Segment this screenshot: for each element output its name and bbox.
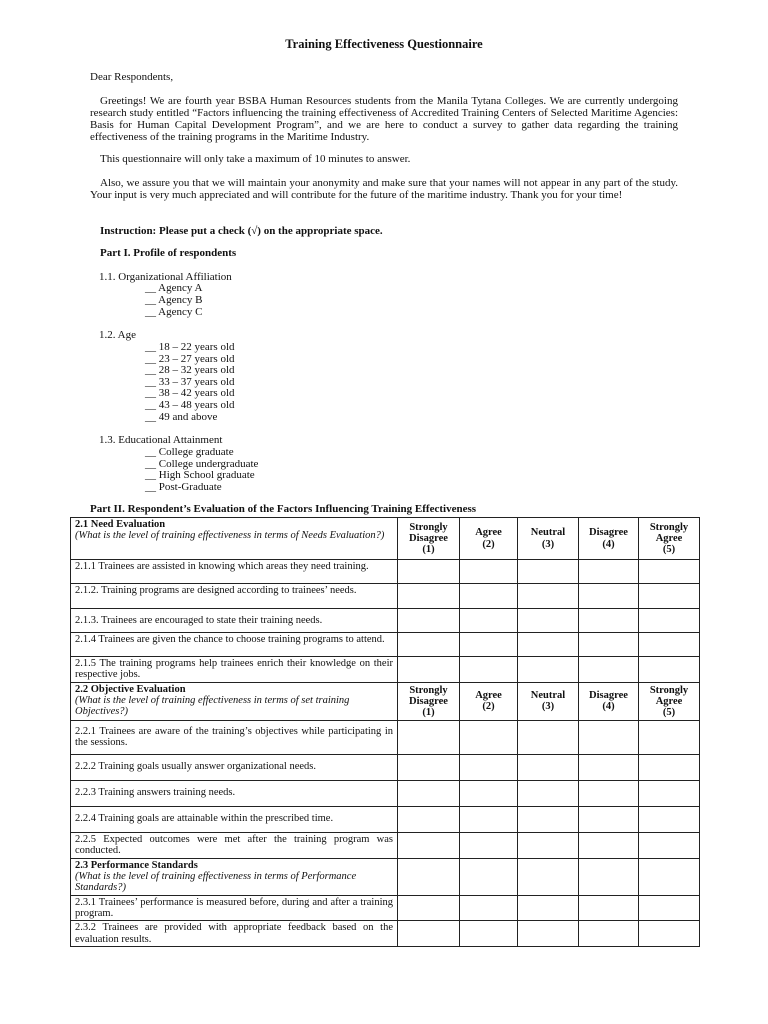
rating-cell[interactable] (518, 895, 579, 921)
section-title: 2.3 Performance Standards (75, 859, 198, 871)
education-option[interactable]: __ College graduate (145, 446, 234, 458)
table-row (71, 560, 700, 584)
rating-cell[interactable] (460, 754, 518, 780)
age-option[interactable]: __ 43 – 48 years old (145, 399, 235, 411)
rating-cell[interactable] (639, 560, 700, 584)
table-row (71, 754, 700, 780)
rating-cell[interactable] (579, 895, 639, 921)
age-option[interactable]: __ 18 – 22 years old (145, 341, 235, 353)
age-option[interactable]: __ 23 – 27 years old (145, 353, 235, 365)
section-title-cell (71, 518, 398, 560)
anonymity-paragraph: Also, we assure you that we will maintain your anonymity and make sure that your names will not appear in any part of the study. Your input is very much appreciated and will contribute for the future of the maritime industry. Thank you for your time! (90, 177, 678, 201)
scale-number: (5) (662, 544, 676, 555)
scale-header (639, 518, 700, 560)
rating-cell[interactable] (518, 780, 579, 806)
table-row (71, 609, 700, 633)
rating-cell[interactable] (398, 609, 460, 633)
rating-cell[interactable] (398, 780, 460, 806)
scale-label: Disagree (589, 690, 628, 702)
rating-cell[interactable] (518, 633, 579, 657)
rating-cell (460, 858, 518, 895)
rating-cell[interactable] (460, 609, 518, 633)
affiliation-option[interactable]: __ Agency B (145, 294, 203, 306)
part1-heading: Part I. Profile of respondents (100, 247, 237, 259)
scale-label: Disagree (589, 527, 628, 539)
section-header-row (71, 858, 700, 895)
scale-label: Neutral (530, 527, 566, 539)
rating-cell[interactable] (579, 609, 639, 633)
rating-cell[interactable] (460, 895, 518, 921)
rating-cell[interactable] (460, 560, 518, 584)
scale-label: Strongly Disagree (409, 684, 448, 707)
scale-number: (2) (482, 538, 495, 550)
rating-cell[interactable] (518, 609, 579, 633)
age-option[interactable]: __ 38 – 42 years old (145, 387, 235, 399)
table-row (71, 657, 700, 683)
rating-cell[interactable] (639, 832, 700, 858)
rating-cell[interactable] (518, 806, 579, 832)
rating-cell[interactable] (639, 657, 700, 683)
rating-cell[interactable] (639, 584, 700, 609)
education-option[interactable]: __ Post-Graduate (145, 481, 222, 493)
rating-cell[interactable] (579, 584, 639, 609)
rating-cell[interactable] (460, 921, 518, 947)
scale-header (398, 518, 460, 560)
rating-cell (518, 858, 579, 895)
rating-cell[interactable] (398, 720, 460, 754)
affiliation-option[interactable]: __ Agency C (145, 306, 203, 318)
scale-number: (5) (662, 706, 676, 718)
rating-cell[interactable] (460, 657, 518, 683)
scale-number: (2) (482, 701, 495, 713)
scale-header (579, 518, 639, 560)
item-statement: 2.1.2. Training programs are designed according to trainees’ needs. (71, 584, 398, 609)
age-option[interactable]: __ 28 – 32 years old (145, 364, 235, 376)
item-statement: 2.1.1 Trainees are assisted in knowing which areas they need training. (71, 560, 398, 584)
rating-cell[interactable] (639, 921, 700, 947)
rating-cell[interactable] (639, 754, 700, 780)
rating-cell[interactable] (639, 720, 700, 754)
item-statement: 2.2.1 Trainees are aware of the training’s objectives while participating in the sessions. (71, 720, 398, 754)
rating-cell[interactable] (518, 720, 579, 754)
scale-number: (3) (541, 701, 555, 713)
rating-cell[interactable] (460, 806, 518, 832)
scale-label: Agree (475, 527, 502, 539)
rating-cell[interactable] (639, 609, 700, 633)
rating-cell[interactable] (460, 584, 518, 609)
item-statement: 2.1.5 The training programs help trainees enrich their knowledge on their respective jobs. (71, 657, 398, 683)
rating-cell[interactable] (518, 560, 579, 584)
rating-cell[interactable] (460, 720, 518, 754)
section-subtitle: (What is the level of training effectiveness in terms of set training Objectives?) (75, 694, 350, 718)
item-statement: 2.2.2 Training goals usually answer organizational needs. (71, 754, 398, 780)
rating-cell[interactable] (398, 754, 460, 780)
rating-cell[interactable] (398, 657, 460, 683)
scale-header (639, 682, 700, 720)
scale-header (518, 518, 579, 560)
table-row (71, 832, 700, 858)
item-statement: 2.1.3. Trainees are encouraged to state their training needs. (71, 609, 398, 633)
age-label: 1.2. Age (99, 329, 136, 341)
item-statement: 2.2.5 Expected outcomes were met after the training program was conducted. (71, 832, 398, 858)
section-title-cell (71, 682, 398, 720)
rating-cell[interactable] (518, 584, 579, 609)
scale-header (460, 518, 518, 560)
scale-label: Strongly Disagree (409, 521, 448, 544)
rating-cell[interactable] (579, 657, 639, 683)
age-option[interactable]: __ 49 and above (145, 411, 218, 423)
rating-cell[interactable] (398, 560, 460, 584)
table-row (71, 806, 700, 832)
rating-cell (579, 858, 639, 895)
section-title-cell (71, 858, 398, 895)
rating-cell[interactable] (639, 806, 700, 832)
rating-cell[interactable] (398, 584, 460, 609)
part2-heading: Part II. Respondent’s Evaluation of the Factors Influencing Training Effectiveness (90, 503, 477, 515)
rating-cell[interactable] (579, 806, 639, 832)
scale-number: (4) (602, 538, 615, 550)
age-option[interactable]: __ 33 – 37 years old (145, 376, 235, 388)
table-row (71, 895, 700, 921)
rating-cell[interactable] (639, 780, 700, 806)
rating-cell[interactable] (398, 633, 460, 657)
rating-cell (639, 858, 700, 895)
section-header-row (71, 682, 700, 720)
rating-cell[interactable] (460, 832, 518, 858)
rating-cell[interactable] (518, 832, 579, 858)
section-title: 2.1 Need Evaluation (75, 519, 166, 530)
scale-header (460, 682, 518, 720)
item-statement: 2.2.3 Training answers training needs. (71, 780, 398, 806)
rating-cell[interactable] (639, 895, 700, 921)
table-row (71, 921, 700, 947)
affiliation-option[interactable]: __ Agency A (145, 282, 203, 294)
page-title: Training Effectiveness Questionnaire (285, 37, 483, 51)
scale-number: (3) (541, 538, 555, 550)
rating-cell[interactable] (398, 895, 460, 921)
rating-cell[interactable] (579, 780, 639, 806)
section-header-row (71, 518, 700, 560)
scale-header (518, 682, 579, 720)
rating-cell (398, 858, 460, 895)
rating-cell[interactable] (579, 921, 639, 947)
rating-cell[interactable] (579, 560, 639, 584)
education-option[interactable]: __ High School graduate (145, 469, 255, 481)
salutation: Dear Respondents, (90, 71, 174, 83)
education-label: 1.3. Educational Attainment (99, 434, 223, 446)
instruction: Instruction: Please put a check (√) on the appropriate space. (100, 225, 383, 237)
table-row (71, 633, 700, 657)
duration-paragraph: This questionnaire will only take a maximum of 10 minutes to answer. (100, 153, 411, 165)
scale-number: (1) (422, 706, 435, 718)
section-title: 2.2 Objective Evaluation (75, 683, 186, 695)
scale-header (398, 682, 460, 720)
rating-cell[interactable] (518, 754, 579, 780)
rating-cell[interactable] (398, 832, 460, 858)
education-option[interactable]: __ College undergraduate (145, 458, 259, 470)
scale-number: (4) (602, 701, 615, 713)
scale-header (579, 682, 639, 720)
rating-cell[interactable] (579, 754, 639, 780)
rating-cell[interactable] (579, 633, 639, 657)
rating-cell[interactable] (579, 720, 639, 754)
rating-cell[interactable] (518, 921, 579, 947)
table-row (71, 720, 700, 754)
rating-cell[interactable] (398, 921, 460, 947)
item-statement: 2.3.2 Trainees are provided with appropriate feedback based on the evaluation results. (71, 921, 398, 947)
rating-cell[interactable] (460, 633, 518, 657)
rating-cell[interactable] (639, 633, 700, 657)
item-statement: 2.3.1 Trainees’ performance is measured before, during and after a training program. (71, 895, 398, 921)
scale-label: Agree (475, 690, 502, 702)
item-statement: 2.2.4 Training goals are attainable within the prescribed time. (71, 806, 398, 832)
evaluation-table (70, 517, 700, 947)
rating-cell[interactable] (460, 780, 518, 806)
scale-label: Strongly Agree (649, 521, 689, 544)
table-row (71, 780, 700, 806)
section-subtitle: (What is the level of training effectiveness in terms of Performance Standards?) (75, 870, 357, 894)
rating-cell[interactable] (579, 832, 639, 858)
item-statement: 2.1.4 Trainees are given the chance to choose training programs to attend. (71, 633, 398, 657)
scale-label: Neutral (530, 690, 566, 702)
scale-number: (1) (422, 544, 435, 555)
scale-label: Strongly Agree (649, 684, 689, 707)
intro-paragraph: Greetings! We are fourth year BSBA Human Resources students from the Manila Tytana Colleges. We are currently undergoing research study entitled “Factors influencing the training effectiveness of Accredited Training Centers of Selected Maritime Agencies: Basis for Human Capital Development Program”, and we are here to conduct a survey to gather data regarding the training effectiveness of the training programs in the Maritime Industry. (90, 95, 678, 143)
rating-cell[interactable] (398, 806, 460, 832)
affiliation-label: 1.1. Organizational Affiliation (99, 271, 232, 283)
section-subtitle: (What is the level of training effectiveness in terms of Needs Evaluation?) (75, 530, 385, 542)
rating-cell[interactable] (518, 657, 579, 683)
table-row (71, 584, 700, 609)
